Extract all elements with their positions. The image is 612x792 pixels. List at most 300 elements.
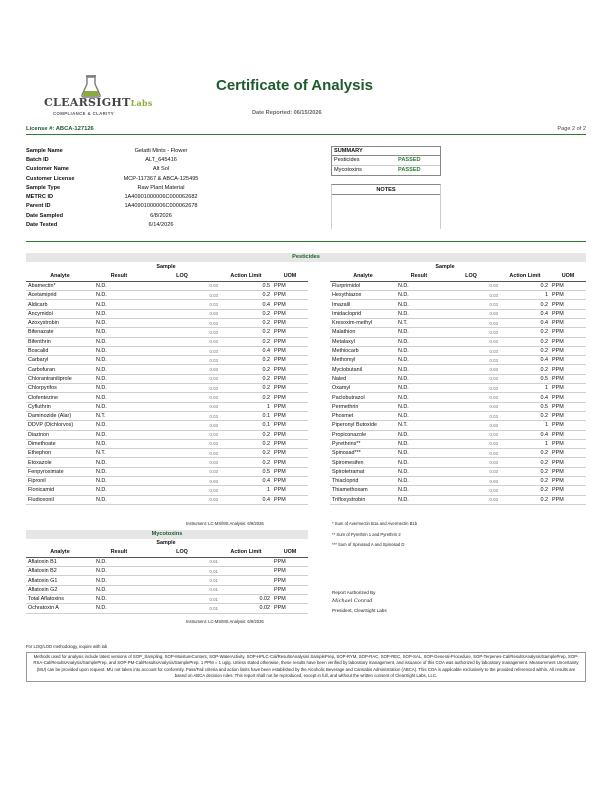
notes-box — [331, 184, 441, 229]
action-limit-cell: 0.2 — [500, 458, 550, 467]
info-row — [26, 183, 246, 192]
loq-cell: 0.01 — [144, 604, 220, 613]
table-row — [330, 365, 586, 374]
table-row — [26, 411, 308, 420]
result-cell: N.D. — [396, 449, 442, 458]
result-cell: N.D. — [94, 576, 144, 585]
uom-cell: PPM — [550, 449, 586, 458]
authorized-by-label: Report Authorized By — [332, 590, 376, 595]
table-row — [26, 495, 308, 504]
analyte-cell: Ochratoxin A — [26, 604, 94, 613]
analyte-cell: Permethrin — [330, 402, 396, 411]
analyte-cell: Bifenthrin — [26, 337, 94, 346]
table-row — [330, 430, 586, 439]
analyte-cell: Metalaxyl — [330, 337, 396, 346]
loq-cell: 0.03 — [144, 318, 220, 327]
column-header: LOQ — [442, 272, 500, 281]
summary-heading: SUMMARY — [332, 147, 440, 156]
result-cell: N.D. — [396, 328, 442, 337]
result-cell: N.D. — [396, 411, 442, 420]
table-header-row — [26, 548, 308, 557]
loq-cell: 0.03 — [144, 300, 220, 309]
table-row — [26, 291, 308, 300]
action-limit-cell: 0.2 — [500, 477, 550, 486]
action-limit-cell: 0.2 — [500, 486, 550, 495]
table-row — [330, 411, 586, 420]
analyte-cell: Naled — [330, 374, 396, 383]
action-limit-cell: 0.2 — [500, 346, 550, 355]
uom-cell: PPM — [550, 309, 586, 318]
table-row — [330, 467, 586, 476]
mycotoxins-table — [26, 548, 308, 614]
uom-cell: PPM — [272, 318, 308, 327]
analyte-cell: Cyfluthrin — [26, 402, 94, 411]
action-limit-cell: 0.2 — [220, 365, 272, 374]
result-cell: N.D. — [94, 281, 144, 290]
result-cell: N.D. — [94, 328, 144, 337]
info-value: Alt Sol — [152, 166, 170, 173]
result-cell: N.D. — [94, 486, 144, 495]
info-label: Customer License — [26, 175, 75, 182]
info-label: Parent ID — [26, 203, 51, 210]
table-row — [26, 393, 308, 402]
uom-cell: PPM — [272, 449, 308, 458]
result-cell: N.D. — [94, 477, 144, 486]
status-badge: PASSED — [398, 157, 421, 163]
table-row — [330, 346, 586, 355]
analyte-cell: Thiacloprid — [330, 477, 396, 486]
uom-cell: PPM — [272, 365, 308, 374]
column-header: Action Limit — [220, 272, 272, 281]
result-cell: N.D. — [396, 356, 442, 365]
result-cell: N.D. — [396, 430, 442, 439]
action-limit-cell: 1 — [500, 421, 550, 430]
info-divider — [26, 241, 586, 242]
table-row — [330, 449, 586, 458]
analyte-cell: Carbaryl — [26, 356, 94, 365]
action-limit-cell: 0.2 — [220, 430, 272, 439]
loq-cell: 0.03 — [144, 365, 220, 374]
table-row — [26, 374, 308, 383]
loq-cell: 0.03 — [442, 384, 500, 393]
loq-cell: 0.03 — [442, 328, 500, 337]
result-cell: N.T. — [94, 411, 144, 420]
pesticides-table-left — [26, 272, 308, 505]
action-limit-cell: 0.5 — [220, 467, 272, 476]
result-cell: N.D. — [396, 495, 442, 504]
analyte-cell: Fludioxonil — [26, 495, 94, 504]
summary-row — [332, 166, 440, 176]
table-row — [330, 495, 586, 504]
table-row — [330, 439, 586, 448]
uom-cell: PPM — [550, 300, 586, 309]
loq-cell: 0.01 — [144, 576, 220, 585]
loq-cell: 0.03 — [144, 421, 220, 430]
result-cell: N.D. — [396, 365, 442, 374]
uom-cell: PPM — [550, 318, 586, 327]
pesticides-sample-label-left: Sample — [156, 264, 176, 270]
uom-cell: PPM — [550, 328, 586, 337]
action-limit-cell: 0.2 — [220, 318, 272, 327]
uom-cell: PPM — [272, 411, 308, 420]
info-label: Customer Name — [26, 166, 69, 173]
info-label: Date Sampled — [26, 212, 63, 219]
uom-cell: PPM — [550, 421, 586, 430]
info-row — [26, 192, 246, 201]
analyte-cell: Boscalid — [26, 346, 94, 355]
info-row — [26, 146, 246, 155]
table-row — [26, 486, 308, 495]
result-cell: N.D. — [94, 309, 144, 318]
analyte-cell: Fipronil — [26, 477, 94, 486]
table-row — [26, 430, 308, 439]
result-cell: N.D. — [396, 281, 442, 290]
analyte-cell: Azoxystrobin — [26, 318, 94, 327]
analyte-cell: Kresoxim-methyl — [330, 318, 396, 327]
table-row — [330, 300, 586, 309]
table-row — [330, 393, 586, 402]
info-row — [26, 155, 246, 164]
uom-cell: PPM — [272, 374, 308, 383]
uom-cell: PPM — [272, 402, 308, 411]
loq-cell: 0.03 — [442, 477, 500, 486]
analyte-cell: Paclobutrazol — [330, 393, 396, 402]
result-cell: N.D. — [94, 356, 144, 365]
result-cell: N.T. — [396, 318, 442, 327]
analyte-cell: Piperonyl Butoxide — [330, 421, 396, 430]
column-header: UOM — [272, 548, 308, 557]
methods-disclaimer: Methods used for analysis include latest versions of SOP_Sampling, SOP-MoistureContent, SOP-WaterActivity, SOP-HPLC-Cal/ResultsAnalysis/ SamplePrep, SOP-RYM, SOP-RAC, SOP-REC, SOP-SAL, SOP-General-Procedure, SOP-Terpenes-Cal/ResultsAnalysis/SamplePrep, SOP-RSA-Cal/ResultsAnalysis/SamplePrep, and SOP-PM-Cal/ResultsAnalysis/SamplePrep. 1 PPM = 1 ug/g. Unless stated otherwise, these results have been verified by laboratory management, and issuance of this COA was authorized by laboratory management. Measurement Uncertainty (MU) can be provided upon request. MU not taken into account for conformity. Pass/Fail criteria and action limits have been established by the Alcoholic Beverage and Cannabis Administration (ABCA). This COA is applicable exclusively to the provided referenced within. All results are based on ABCA decision rules. This report shall not be reproduced, except in full, and without the written consent of ClearSight Labs, LLC. — [26, 652, 586, 682]
analyte-cell: Carbofuran — [26, 365, 94, 374]
uom-cell: PPM — [272, 576, 308, 585]
action-limit-cell: 0.2 — [500, 495, 550, 504]
uom-cell: PPM — [550, 281, 586, 290]
loq-cell: 0.03 — [144, 346, 220, 355]
brand-tagline: COMPLIANCE & CLARITY — [53, 111, 114, 116]
analyte-cell: Aflatoxin G2 — [26, 585, 94, 594]
table-row — [26, 356, 308, 365]
result-cell: N.D. — [94, 300, 144, 309]
footnote-3: *** Sum of Spinosad A and Spinosad D — [332, 542, 405, 547]
license-number: License #: ABCA-127126 — [26, 126, 94, 132]
analyte-cell: Acetamiprid — [26, 291, 94, 300]
brand-name: CLEARSIGHTLabs — [44, 96, 153, 109]
action-limit-cell: 0.2 — [500, 411, 550, 420]
result-cell: N.D. — [94, 374, 144, 383]
action-limit-cell: 0.2 — [220, 393, 272, 402]
action-limit-cell: 0.2 — [220, 374, 272, 383]
loq-cell: 0.03 — [442, 467, 500, 476]
result-cell: N.D. — [396, 477, 442, 486]
analyte-cell: Imidacloprid — [330, 309, 396, 318]
loq-cell: 0.03 — [442, 486, 500, 495]
loq-cell: 0.03 — [144, 402, 220, 411]
table-row — [26, 384, 308, 393]
action-limit-cell: 0.02 — [220, 604, 272, 613]
info-value: ALT_645416 — [145, 156, 177, 163]
uom-cell: PPM — [272, 328, 308, 337]
result-cell: N.D. — [396, 300, 442, 309]
loq-cell: 0.03 — [442, 411, 500, 420]
action-limit-cell: 0.2 — [500, 365, 550, 374]
table-row — [26, 318, 308, 327]
table-row — [330, 384, 586, 393]
info-value: 6/14/2026 — [148, 222, 174, 229]
loq-cell: 0.03 — [442, 281, 500, 290]
loq-cell: 0.03 — [144, 458, 220, 467]
action-limit-cell — [220, 585, 272, 594]
uom-cell: PPM — [272, 557, 308, 566]
loq-cell: 0.03 — [442, 449, 500, 458]
uom-cell: PPM — [550, 346, 586, 355]
analyte-cell: Aflatoxin G1 — [26, 576, 94, 585]
uom-cell: PPM — [272, 567, 308, 576]
loq-cell: 0.03 — [442, 309, 500, 318]
action-limit-cell: 0.4 — [500, 356, 550, 365]
result-cell: N.D. — [396, 309, 442, 318]
analyte-cell: Diazinon — [26, 430, 94, 439]
result-cell: N.D. — [94, 318, 144, 327]
analyte-cell: Aflatoxin B2 — [26, 567, 94, 576]
analyte-cell: Etoxazole — [26, 458, 94, 467]
info-value: MCP-117367 & ABCA-125495 — [123, 175, 199, 182]
uom-cell: PPM — [272, 393, 308, 402]
analyte-cell: Oxamyl — [330, 384, 396, 393]
table-row — [330, 291, 586, 300]
authorizer-title: President, ClearSight Labs — [332, 608, 387, 613]
uom-cell: PPM — [550, 477, 586, 486]
sample-info — [26, 146, 246, 230]
result-cell: N.D. — [94, 467, 144, 476]
uom-cell: PPM — [272, 281, 308, 290]
analyte-cell: Methomyl — [330, 356, 396, 365]
uom-cell: PPM — [272, 486, 308, 495]
analyte-cell: Hexythiazox — [330, 291, 396, 300]
column-header: Result — [396, 272, 442, 281]
action-limit-cell: 0.4 — [220, 477, 272, 486]
uom-cell: PPM — [550, 430, 586, 439]
action-limit-cell: 0.2 — [220, 449, 272, 458]
action-limit-cell: 0.4 — [500, 430, 550, 439]
action-limit-cell: 1 — [500, 384, 550, 393]
loq-cell: 0.03 — [144, 374, 220, 383]
result-cell: N.D. — [94, 393, 144, 402]
action-limit-cell: 0.2 — [500, 281, 550, 290]
column-header: Action Limit — [220, 548, 272, 557]
action-limit-cell: 0.1 — [220, 421, 272, 430]
uom-cell: PPM — [550, 486, 586, 495]
loq-cell: 0.03 — [144, 281, 220, 290]
footnote-1: * Sum of Avermectin B1a and Avermectin B1b — [332, 521, 418, 526]
table-row — [26, 576, 308, 585]
pesticides-instrument: Instrument: LC-MS/MS Analysis: 6/9/2026 — [186, 521, 264, 526]
uom-cell: PPM — [550, 337, 586, 346]
table-row — [26, 402, 308, 411]
info-value: 1A40901000006C000062678 — [124, 203, 198, 210]
result-cell: N.D. — [94, 557, 144, 566]
table-row — [26, 585, 308, 594]
uom-cell: PPM — [272, 384, 308, 393]
loq-cell: 0.03 — [144, 309, 220, 318]
loq-cell: 0.03 — [442, 291, 500, 300]
table-row — [330, 281, 586, 290]
table-row — [330, 356, 586, 365]
loq-cell: 0.01 — [144, 557, 220, 566]
analyte-cell: Abamectin* — [26, 281, 94, 290]
loq-cell: 0.03 — [144, 291, 220, 300]
result-cell: N.D. — [94, 384, 144, 393]
info-label: Batch ID — [26, 156, 49, 163]
uom-cell: PPM — [272, 594, 308, 603]
loq-cell: 0.03 — [442, 458, 500, 467]
mycotoxins-instrument: Instrument: LC-MS/MS Analysis: 6/9/2026 — [186, 619, 264, 624]
table-row — [26, 365, 308, 374]
table-row — [26, 281, 308, 290]
mycotoxins-sample-label: Sample — [156, 540, 176, 546]
analyte-cell: Total Aflatoxins — [26, 594, 94, 603]
analyte-cell: Phosmet — [330, 411, 396, 420]
result-cell: N.D. — [94, 402, 144, 411]
table-row — [26, 477, 308, 486]
action-limit-cell: 0.4 — [220, 495, 272, 504]
analyte-cell: Myclobutanil — [330, 365, 396, 374]
result-cell: N.D. — [396, 439, 442, 448]
loq-cell: 0.03 — [442, 365, 500, 374]
uom-cell: PPM — [272, 585, 308, 594]
uom-cell: PPM — [272, 495, 308, 504]
action-limit-cell: 0.2 — [500, 449, 550, 458]
uom-cell: PPM — [272, 346, 308, 355]
uom-cell: PPM — [550, 384, 586, 393]
uom-cell: PPM — [550, 402, 586, 411]
table-row — [330, 318, 586, 327]
loq-cell: 0.03 — [442, 318, 500, 327]
result-cell: N.D. — [94, 567, 144, 576]
result-cell: N.D. — [94, 495, 144, 504]
analyte-cell: Spirotetramat — [330, 467, 396, 476]
analyte-cell: Flonicamid — [26, 486, 94, 495]
loq-cell: 0.03 — [442, 439, 500, 448]
table-row — [26, 300, 308, 309]
loq-cell: 0.03 — [144, 449, 220, 458]
action-limit-cell: 1 — [500, 291, 550, 300]
action-limit-cell: 0.2 — [500, 467, 550, 476]
analyte-cell: Clofentezine — [26, 393, 94, 402]
analyte-cell: Aldicarb — [26, 300, 94, 309]
action-limit-cell: 0.5 — [220, 281, 272, 290]
table-row — [330, 328, 586, 337]
loq-cell: 0.03 — [144, 384, 220, 393]
analyte-cell: DDVP (Dichlorvos) — [26, 421, 94, 430]
result-cell: N.D. — [396, 337, 442, 346]
analyte-cell: Spiromesifen — [330, 458, 396, 467]
table-row — [26, 458, 308, 467]
loq-cell: 0.03 — [144, 477, 220, 486]
analyte-cell: Daminozide (Alar) — [26, 411, 94, 420]
notes-heading: NOTES — [332, 185, 440, 195]
result-cell: N.D. — [94, 604, 144, 613]
column-header: Analyte — [330, 272, 396, 281]
result-cell: N.D. — [396, 384, 442, 393]
loq-cell: 0.03 — [442, 421, 500, 430]
action-limit-cell — [220, 576, 272, 585]
result-cell: N.D. — [94, 291, 144, 300]
loq-cell: 0.03 — [442, 430, 500, 439]
result-cell: N.T. — [396, 421, 442, 430]
uom-cell: PPM — [550, 291, 586, 300]
signature: Michael Conrad — [332, 598, 373, 604]
action-limit-cell — [220, 557, 272, 566]
result-cell: N.D. — [94, 337, 144, 346]
page-number: Page 2 of 2 — [557, 126, 586, 132]
uom-cell: PPM — [272, 439, 308, 448]
pesticides-sample-label-right: Sample — [435, 264, 455, 270]
result-cell: N.D. — [396, 374, 442, 383]
column-header: Analyte — [26, 272, 94, 281]
action-limit-cell: 0.4 — [500, 393, 550, 402]
result-cell: N.D. — [94, 458, 144, 467]
action-limit-cell: 0.2 — [220, 328, 272, 337]
uom-cell: PPM — [550, 467, 586, 476]
info-value: Raw Plant Material — [137, 184, 185, 191]
uom-cell: PPM — [550, 411, 586, 420]
analyte-cell: Imazalil — [330, 300, 396, 309]
table-header-row — [26, 272, 308, 281]
pesticides-table-right — [330, 272, 586, 505]
loq-cell: 0.03 — [442, 346, 500, 355]
action-limit-cell: 0.4 — [220, 346, 272, 355]
analyte-cell: Propiconazole — [330, 430, 396, 439]
result-cell: N.D. — [396, 467, 442, 476]
table-row — [26, 557, 308, 566]
table-row — [26, 421, 308, 430]
uom-cell: PPM — [550, 439, 586, 448]
analyte-cell: Fenpyroximate — [26, 467, 94, 476]
analyte-cell: Trifloxystrobin — [330, 495, 396, 504]
result-cell: N.D. — [94, 346, 144, 355]
table-row — [330, 402, 586, 411]
table-row — [330, 486, 586, 495]
column-header: Analyte — [26, 548, 94, 557]
mycotoxins-title: Mycotoxins — [26, 530, 308, 539]
info-label: Sample Name — [26, 147, 63, 154]
uom-cell: PPM — [550, 356, 586, 365]
loq-cell: 0.03 — [442, 356, 500, 365]
uom-cell: PPM — [272, 458, 308, 467]
info-label: Sample Type — [26, 184, 61, 191]
loq-cell: 0.03 — [442, 402, 500, 411]
action-limit-cell: 1 — [220, 402, 272, 411]
footnote-2: ** Sum of Pyrethrin 1 and Pyrethrin 2 — [332, 532, 401, 537]
loq-cell: 0.03 — [144, 439, 220, 448]
uom-cell: PPM — [272, 309, 308, 318]
analyte-cell: Aflatoxin B1 — [26, 557, 94, 566]
analyte-cell: Malathion — [330, 328, 396, 337]
loq-cell: 0.03 — [442, 495, 500, 504]
info-row — [26, 165, 246, 174]
table-row — [26, 309, 308, 318]
action-limit-cell: 0.2 — [220, 384, 272, 393]
loq-cell: 0.03 — [144, 411, 220, 420]
action-limit-cell: 0.2 — [220, 356, 272, 365]
action-limit-cell: 0.2 — [500, 300, 550, 309]
uom-cell: PPM — [272, 291, 308, 300]
result-cell: N.D. — [396, 486, 442, 495]
uom-cell: PPM — [272, 337, 308, 346]
analyte-cell: Thiamethoxam — [330, 486, 396, 495]
table-row — [26, 594, 308, 603]
result-cell: N.D. — [94, 365, 144, 374]
